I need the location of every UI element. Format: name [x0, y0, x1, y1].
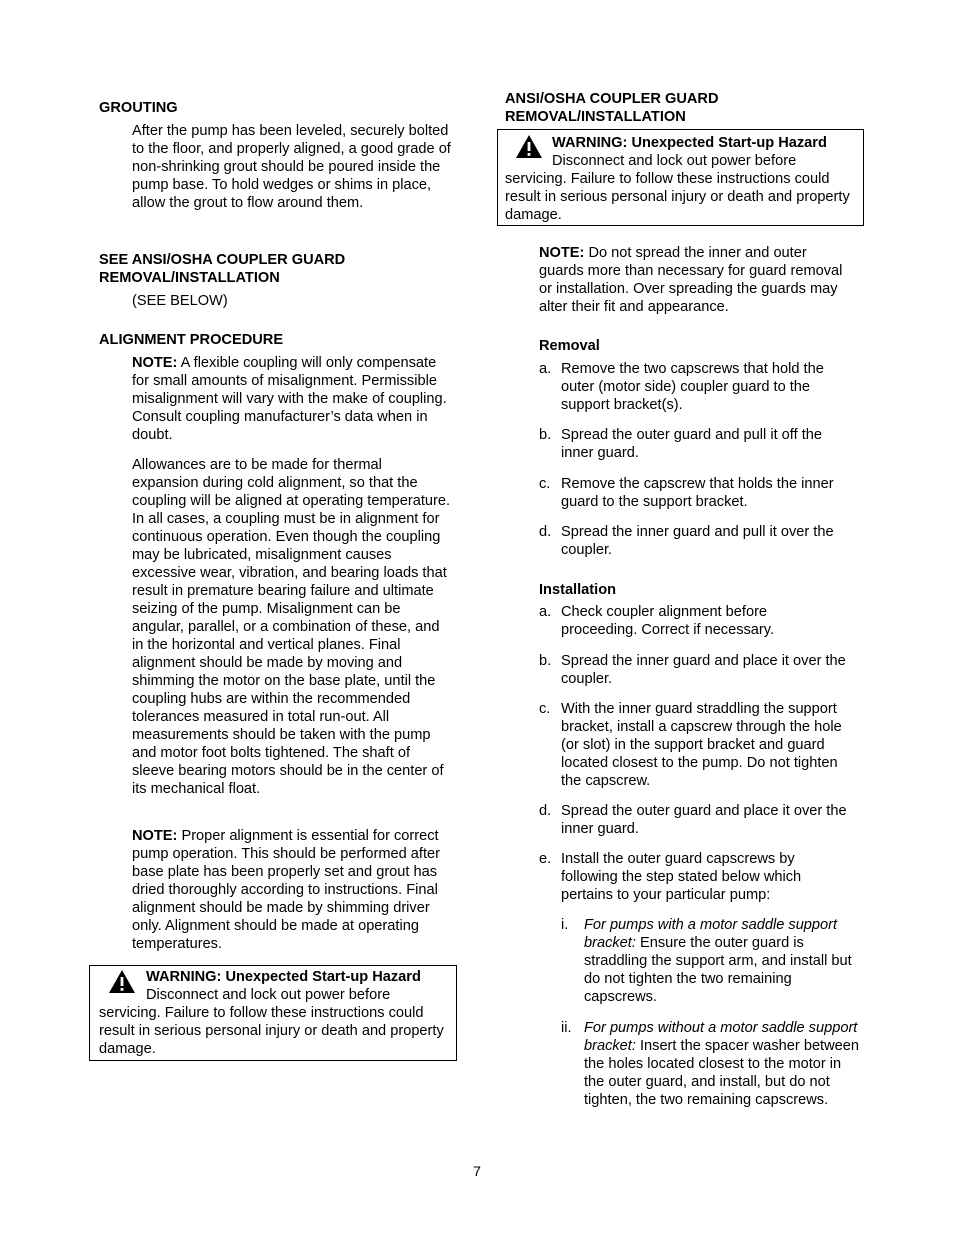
warning-text: Disconnect and lock out power before servicing. Failure to follow these instructions could result in serious personal injury or death and property damage. [505, 153, 850, 223]
list-item: Spread the inner guard and pull it over the coupler. [561, 524, 834, 558]
list-item: Install the outer guard capscrews by following the step stated below which pertains to your particular pump: [561, 851, 802, 903]
list-item: Spread the outer guard and place it over the inner guard. [561, 803, 847, 837]
sub-item [584, 916, 859, 1006]
guard-heading-line1: ANSI/OSHA COUPLER GUARD [505, 91, 719, 107]
sub-item-emphasis: For pumps with a motor saddle support bracket: [584, 917, 838, 951]
warning-box-right [497, 129, 864, 226]
note-proper-alignment [132, 827, 452, 953]
note-text: Proper alignment is essential for correct pump operation. This should be performed after base plate has been properly set and grout has dried thoroughly according to instructions. Final alignment should be made by shimming driver only. Alignment should be made at operating temperatures. [132, 828, 441, 952]
list-item: Spread the outer guard and pull it off the inner guard. [561, 427, 822, 461]
note-label: NOTE: [132, 828, 178, 844]
warning-title: WARNING: Unexpected Start-up Hazard [552, 135, 827, 151]
installation-heading: Installation [539, 582, 617, 598]
list-item-label: b. [539, 427, 552, 443]
note-label: NOTE: [539, 245, 585, 261]
grouting-heading: GROUTING [99, 100, 178, 116]
list-item: Remove the two capscrews that hold the outer (motor side) coupler guard to the support bracket(s). [561, 361, 824, 413]
sub-item-text: Ensure the outer guard is straddling the support arm, and install but do not tighten the two remaining capscrews. [584, 935, 852, 1005]
note-do-not-spread [539, 244, 854, 316]
note-alignment [132, 354, 452, 444]
sub-item-label: ii. [561, 1020, 572, 1036]
allowances-text: Allowances are to be made for thermal expansion during cold alignment, so that the coupling will be aligned at operating temperature. In all cases, a coupling must be in alignment for continuous operation. Even though the coupling may be lubricated, misalignment causes excessive wear, vibration, and bearing loads that result in premature bearing failure and ultimate seizing of the pump. Misalignment can be angular, parallel, or a combination of these, and in the horizontal and vertical planes. Final alignment should be made by moving and shimming the motor on the base plate, until the coupling hubs are within the recommended tolerances measured in total run-out. All measurements should be taken with the pump and motor foot bolts tightened. The shaft of sleeve bearing motors should be in the center of its mechanical float. [132, 457, 451, 797]
note-text: Do not spread the inner and outer guards more than necessary for guard removal or installation. Over spreading the guards may alter their fit and appearance. [539, 245, 843, 315]
list-item-label: a. [539, 361, 552, 377]
list-item-label: d. [539, 524, 552, 540]
list-item: Check coupler alignment before proceeding. Correct if necessary. [561, 604, 775, 638]
guard-heading-line2: REMOVAL/INSTALLATION [505, 109, 686, 125]
list-item: Spread the inner guard and place it over the coupler. [561, 653, 846, 687]
sub-item-label: i. [561, 917, 569, 933]
warning-text: Disconnect and lock out power before servicing. Failure to follow these instructions could result in serious personal injury or death and property damage. [99, 987, 444, 1057]
list-item: With the inner guard straddling the support bracket, install a capscrew through the hole (or slot) in the support bracket and guard located closest to the pump. Do not tighten the capscrew. [561, 701, 842, 789]
see-heading-line2: REMOVAL/INSTALLATION [99, 270, 280, 286]
list-item-label: b. [539, 653, 552, 669]
sub-item-text: Insert the spacer washer between the holes located closest to the motor in the outer guard, and install, but do not tighten, the two remaining capscrews. [584, 1038, 860, 1108]
removal-heading: Removal [539, 338, 600, 354]
list-item-label: a. [539, 604, 552, 620]
page-number: 7 [473, 1163, 481, 1179]
alignment-heading: ALIGNMENT PROCEDURE [99, 332, 284, 348]
warning-title: WARNING: Unexpected Start-up Hazard [146, 969, 421, 985]
list-item: Remove the capscrew that holds the inner guard to the support bracket. [561, 476, 834, 510]
list-item-label: c. [539, 476, 551, 492]
grouting-text: After the pump has been leveled, securely bolted to the floor, and properly aligned, a good grade of non-shrinking grout should be poured inside the pump base. To hold wedges or shims in place, allow the grout to flow around them. [132, 123, 451, 211]
see-below-text: (SEE BELOW) [132, 293, 228, 309]
list-item-label: c. [539, 701, 551, 717]
see-heading-line1: SEE ANSI/OSHA COUPLER GUARD [99, 252, 346, 268]
list-item-label: d. [539, 803, 552, 819]
warning-box-left [89, 965, 457, 1061]
list-item-label: e. [539, 851, 552, 867]
note-label: NOTE: [132, 355, 178, 371]
sub-item [584, 1019, 859, 1109]
sub-item-emphasis: For pumps without a motor saddle support bracket: [584, 1020, 858, 1054]
note-text: A flexible coupling will only compensate for small amounts of misalignment. Permissible misalignment will vary with the make of coupling. Consult coupling manufacturer’s data when in doubt. [132, 355, 447, 443]
